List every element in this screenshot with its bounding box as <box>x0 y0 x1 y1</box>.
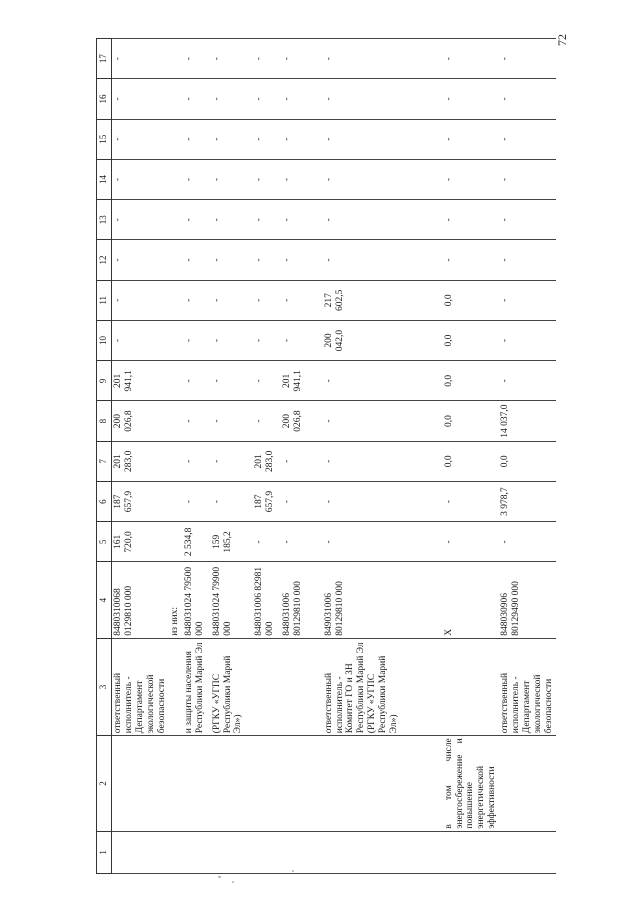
cell-col-15: - <box>253 119 281 159</box>
cell-col-16: - <box>112 79 169 119</box>
cell-col-3 <box>281 638 323 735</box>
header-cell-col-11: 11 <box>97 280 112 320</box>
cell-col-5: - <box>253 522 281 562</box>
cell-col-7: - <box>281 441 323 481</box>
table-row <box>499 39 556 874</box>
cell-col-4: 8480310068 0129810 000 <box>112 562 169 638</box>
header-cell-col-7: 7 <box>97 441 112 481</box>
cell-col-9: - <box>323 361 443 401</box>
cell-col-5: - <box>443 522 500 562</box>
cell-col-8: 14 037,0 <box>499 401 556 441</box>
cell-col-16: - <box>443 79 500 119</box>
cell-col-10: - <box>253 320 281 360</box>
cell-col-2 <box>211 736 253 831</box>
cell-col-9: - <box>211 361 253 401</box>
cell-col-14: - <box>112 159 169 199</box>
cell-col-2 <box>112 736 169 831</box>
cell-col-9: - <box>253 361 281 401</box>
table-row <box>211 39 253 874</box>
cell-col-2 <box>183 736 211 831</box>
cell-col-17: - <box>499 39 556 79</box>
table-row <box>183 39 211 874</box>
header-cell-col-15: 15 <box>97 119 112 159</box>
table-row <box>169 39 183 874</box>
cell-col-10: 200 042,0 <box>323 320 443 360</box>
cell-col-8: - <box>211 401 253 441</box>
cell-col-1 <box>281 831 323 873</box>
header-cell-col-2: 2 <box>97 736 112 831</box>
header-cell-col-8: 8 <box>97 401 112 441</box>
rotated-table-container <box>96 38 554 874</box>
cell-col-6: 187 657,9 <box>253 481 281 521</box>
table-rotation-frame <box>96 38 554 874</box>
cell-col-7: 201 283,0 <box>112 441 169 481</box>
cell-col-2 <box>253 736 281 831</box>
cell-col-17 <box>169 39 183 79</box>
cell-col-16: - <box>499 79 556 119</box>
cell-col-17: - <box>183 39 211 79</box>
scan-mark <box>232 881 234 883</box>
cell-col-13: - <box>443 200 500 240</box>
cell-col-15: - <box>183 119 211 159</box>
cell-col-17: - <box>323 39 443 79</box>
cell-col-6: - <box>323 481 443 521</box>
cell-col-11: - <box>183 280 211 320</box>
cell-col-16: - <box>183 79 211 119</box>
cell-col-9 <box>169 361 183 401</box>
cell-col-7 <box>169 441 183 481</box>
cell-col-16 <box>169 79 183 119</box>
cell-col-14: - <box>499 159 556 199</box>
cell-col-3: ответственный исполнитель - Департамент экологической безопасности <box>112 638 169 735</box>
cell-col-15: - <box>281 119 323 159</box>
header-cell-col-5: 5 <box>97 522 112 562</box>
cell-col-14: - <box>281 159 323 199</box>
cell-col-9: 201 941,1 <box>281 361 323 401</box>
cell-col-4: 848031024 79900 000 <box>211 562 253 638</box>
cell-col-11: - <box>112 280 169 320</box>
cell-col-12: - <box>253 240 281 280</box>
cell-col-6: - <box>281 481 323 521</box>
header-cell-col-9: 9 <box>97 361 112 401</box>
cell-col-1 <box>443 831 500 873</box>
header-cell-col-17: 17 <box>97 39 112 79</box>
cell-col-10 <box>169 320 183 360</box>
cell-col-11: - <box>253 280 281 320</box>
cell-col-12: - <box>443 240 500 280</box>
header-cell-col-10: 10 <box>97 320 112 360</box>
table-row <box>281 39 323 874</box>
cell-col-15: - <box>499 119 556 159</box>
cell-col-4: 848030906 80129490 000 <box>499 562 556 638</box>
cell-col-7: - <box>323 441 443 481</box>
cell-col-13: - <box>323 200 443 240</box>
cell-col-6: 187 657,9 <box>112 481 169 521</box>
cell-col-5: - <box>499 522 556 562</box>
cell-col-17: - <box>211 39 253 79</box>
table-row <box>253 39 281 874</box>
cell-col-6: - <box>183 481 211 521</box>
cell-col-13: - <box>183 200 211 240</box>
cell-col-17: - <box>112 39 169 79</box>
cell-col-16: - <box>211 79 253 119</box>
cell-col-7: 0,0 <box>443 441 500 481</box>
cell-col-13: - <box>281 200 323 240</box>
cell-col-11: - <box>211 280 253 320</box>
cell-col-5: - <box>323 522 443 562</box>
cell-col-12: - <box>183 240 211 280</box>
cell-col-11: - <box>499 280 556 320</box>
cell-col-1 <box>211 831 253 873</box>
scan-mark <box>218 876 221 878</box>
cell-col-6: - <box>211 481 253 521</box>
cell-col-6: - <box>443 481 500 521</box>
cell-col-12: - <box>499 240 556 280</box>
cell-col-14: - <box>443 159 500 199</box>
cell-col-7: 0,0 <box>499 441 556 481</box>
header-cell-col-12: 12 <box>97 240 112 280</box>
cell-col-5: 2 534,8 <box>183 522 211 562</box>
cell-col-10: - <box>183 320 211 360</box>
cell-col-10: 0,0 <box>443 320 500 360</box>
cell-col-16: - <box>323 79 443 119</box>
cell-col-3: (РГКУ «УГПС Республики Марий Эл») <box>211 638 253 735</box>
cell-col-7: 201 283,0 <box>253 441 281 481</box>
cell-col-3: ответственный исполнитель - Департамент экологической безопасности <box>499 638 556 735</box>
table-row <box>112 39 169 874</box>
cell-col-9: - <box>183 361 211 401</box>
cell-col-3 <box>169 638 183 735</box>
cell-col-10: - <box>281 320 323 360</box>
cell-col-11: 217 602,5 <box>323 280 443 320</box>
cell-col-13: - <box>211 200 253 240</box>
cell-col-4: из них: <box>169 562 183 638</box>
cell-col-12 <box>169 240 183 280</box>
cell-col-9: 201 941,1 <box>112 361 169 401</box>
cell-col-17: - <box>253 39 281 79</box>
scan-mark <box>292 870 294 872</box>
header-cell-col-16: 16 <box>97 79 112 119</box>
header-cell-col-4: 4 <box>97 562 112 638</box>
cell-col-13: - <box>253 200 281 240</box>
cell-col-8: - <box>323 401 443 441</box>
cell-col-14: - <box>211 159 253 199</box>
cell-col-13: - <box>499 200 556 240</box>
cell-col-2 <box>281 736 323 831</box>
header-cell-col-3: 3 <box>97 638 112 735</box>
cell-col-1 <box>253 831 281 873</box>
cell-col-13: - <box>112 200 169 240</box>
cell-col-4: 849031006 80129810 000 <box>323 562 443 638</box>
cell-col-2: в том числе энергосбережение и повышение энергетической эффективности <box>443 736 500 831</box>
cell-col-11 <box>169 280 183 320</box>
cell-col-10: - <box>112 320 169 360</box>
cell-col-1 <box>499 831 556 873</box>
header-cell-col-1: 1 <box>97 831 112 873</box>
cell-col-17: - <box>281 39 323 79</box>
cell-col-10: - <box>499 320 556 360</box>
cell-col-9: - <box>499 361 556 401</box>
cell-col-11: - <box>281 280 323 320</box>
cell-col-13 <box>169 200 183 240</box>
cell-col-8: 0,0 <box>443 401 500 441</box>
cell-col-15 <box>169 119 183 159</box>
cell-col-7: - <box>183 441 211 481</box>
cell-col-15: - <box>443 119 500 159</box>
cell-col-12: - <box>323 240 443 280</box>
cell-col-5: 161 720,0 <box>112 522 169 562</box>
cell-col-2 <box>169 736 183 831</box>
cell-col-3 <box>443 638 500 735</box>
cell-col-8: 200 026,8 <box>281 401 323 441</box>
cell-col-6: 3 978,7 <box>499 481 556 521</box>
cell-col-14 <box>169 159 183 199</box>
cell-col-4: 848031006 80129810 000 <box>281 562 323 638</box>
cell-col-8: - <box>253 401 281 441</box>
cell-col-5: 159 185,2 <box>211 522 253 562</box>
cell-col-15: - <box>211 119 253 159</box>
cell-col-1 <box>169 831 183 873</box>
cell-col-4: 848031006 82981 000 <box>253 562 281 638</box>
cell-col-1 <box>183 831 211 873</box>
header-cell-col-6: 6 <box>97 481 112 521</box>
cell-col-8 <box>169 401 183 441</box>
cell-col-8: - <box>183 401 211 441</box>
cell-col-14: - <box>323 159 443 199</box>
header-row <box>97 39 112 874</box>
cell-col-11: 0,0 <box>443 280 500 320</box>
cell-col-14: - <box>253 159 281 199</box>
cell-col-12: - <box>281 240 323 280</box>
budget-table <box>96 38 556 874</box>
cell-col-17: - <box>443 39 500 79</box>
cell-col-15: - <box>323 119 443 159</box>
cell-col-4: X <box>443 562 500 638</box>
cell-col-1 <box>112 831 169 873</box>
cell-col-16: - <box>253 79 281 119</box>
cell-col-6 <box>169 481 183 521</box>
header-cell-col-13: 13 <box>97 200 112 240</box>
cell-col-15: - <box>112 119 169 159</box>
cell-col-1 <box>323 831 443 873</box>
cell-col-8: 200 026,8 <box>112 401 169 441</box>
cell-col-12: - <box>112 240 169 280</box>
cell-col-5: - <box>281 522 323 562</box>
cell-col-3 <box>253 638 281 735</box>
cell-col-9: 0,0 <box>443 361 500 401</box>
table-body <box>112 39 556 874</box>
cell-col-12: - <box>211 240 253 280</box>
cell-col-3: и защиты населения Республики Марий Эл <box>183 638 211 735</box>
cell-col-4: 848031024 79500 000 <box>183 562 211 638</box>
cell-col-5 <box>169 522 183 562</box>
cell-col-7: - <box>211 441 253 481</box>
table-row <box>443 39 500 874</box>
cell-col-2 <box>323 736 443 831</box>
cell-col-10: - <box>211 320 253 360</box>
cell-col-16: - <box>281 79 323 119</box>
header-cell-col-14: 14 <box>97 159 112 199</box>
page-number: 72 <box>555 34 569 46</box>
cell-col-14: - <box>183 159 211 199</box>
cell-col-3: ответственный исполнитель - Комитет ГО и ЗН Республики Марий Эл (РГКУ «УГПС Республики Марий Эл») <box>323 638 443 735</box>
cell-col-2 <box>499 736 556 831</box>
table-row <box>323 39 443 874</box>
